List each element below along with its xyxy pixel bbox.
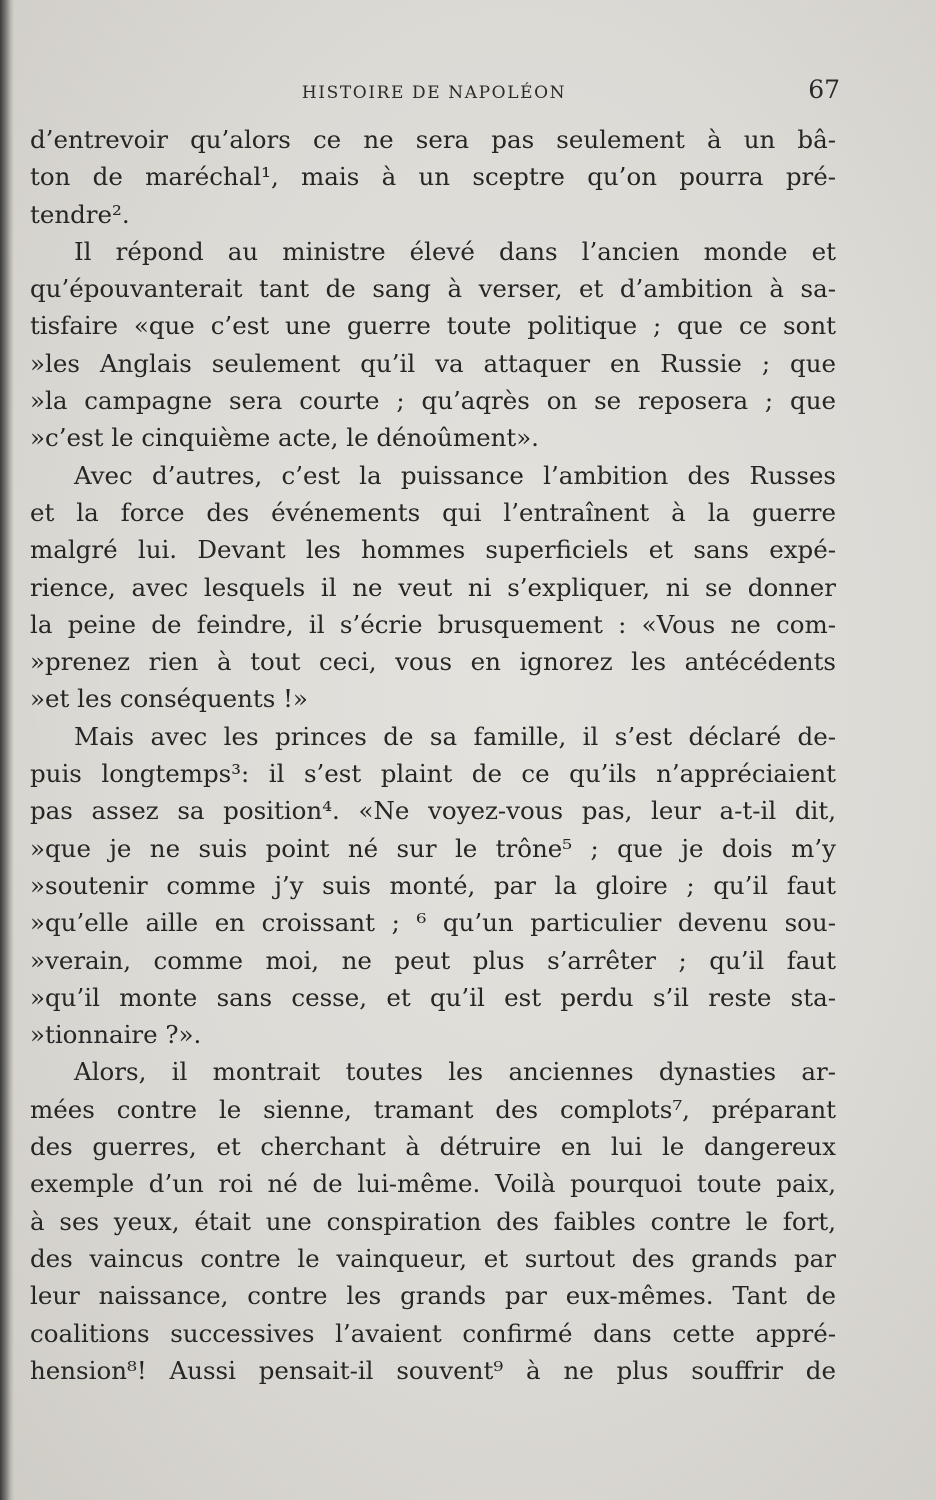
paragraph-start-line: Alors, il montrait toutes les anciennes dynasties ar- [74, 1057, 836, 1087]
text-line: coalitions successives l’avaient confirmé dans cette appré- [30, 1318, 836, 1348]
text-line: mées contre le sienne, tramant des complots⁷, préparant [30, 1094, 836, 1124]
text-line: »tionnaire ?». [30, 1020, 202, 1050]
text-line: »qu’elle aille en croissant ; ⁶ qu’un particulier devenu sou- [30, 908, 836, 938]
text-line: »les Anglais seulement qu’il va attaquer en Russie ; que [30, 348, 836, 378]
paragraph-start-line: Il répond au ministre élevé dans l’ancien monde et [74, 236, 836, 266]
text-line: ton de maréchal¹, mais à un sceptre qu’on pourra pré- [30, 162, 836, 192]
page-binding-edge [0, 0, 14, 1500]
text-line: rience, avec lesquels il ne veut ni s’expliquer, ni se donner [30, 572, 836, 602]
text-line: hension⁸! Aussi pensait-il souvent⁹ à ne plus souffrir de [30, 1355, 836, 1385]
text-line: »qu’il monte sans cesse, et qu’il est perdu s’il reste sta- [30, 982, 836, 1012]
text-line: malgré lui. Devant les hommes superficiels et sans expé- [30, 535, 836, 565]
page-header [30, 75, 838, 107]
text-line: à ses yeux, était une conspiration des faibles contre le fort, [30, 1206, 836, 1236]
page-number: 67 [808, 75, 840, 104]
text-line: tendre². [30, 199, 130, 229]
body-text [30, 121, 836, 1389]
text-line: »c’est le cinquième acte, le dénoûment». [30, 423, 539, 453]
text-line: des vaincus contre le vainqueur, et surtout des grands par [30, 1243, 836, 1273]
paragraph-start-line: Avec d’autres, c’est la puissance l’ambition des Russes [74, 460, 836, 490]
paragraph-start-line: Mais avec les princes de sa famille, il s’est déclaré de- [74, 721, 836, 751]
text-line: »soutenir comme j’y suis monté, par la gloire ; qu’il faut [30, 870, 836, 900]
text-line: »la campagne sera courte ; qu’aqrès on se reposera ; que [30, 386, 836, 416]
text-line: tisfaire «que c’est une guerre toute politique ; que ce sont [30, 311, 836, 341]
running-title: HISTOIRE DE NAPOLÉON [301, 83, 567, 103]
text-line: qu’épouvanterait tant de sang à verser, et d’ambition à sa- [30, 274, 836, 304]
text-line: »prenez rien à tout ceci, vous en ignorez les antécédents [30, 647, 836, 677]
text-line: puis longtemps³: il s’est plaint de ce qu’ils n’appréciaient [30, 759, 836, 789]
text-line: pas assez sa position⁴. «Ne voyez-vous pas, leur a-t-il dit, [30, 796, 836, 826]
text-line: »que je ne suis point né sur le trône⁵ ; que je dois m’y [30, 833, 836, 863]
text-line: des guerres, et cherchant à détruire en lui le dangereux [30, 1132, 836, 1162]
text-line: »verain, comme moi, ne peut plus s’arrêter ; qu’il faut [30, 945, 836, 975]
text-line: d’entrevoir qu’alors ce ne sera pas seulement à un bâ- [30, 125, 836, 154]
text-line: »et les conséquents !» [30, 684, 308, 714]
text-line: leur naissance, contre les grands par eux-mêmes. Tant de [30, 1281, 836, 1311]
text-line: et la force des événements qui l’entraînent à la guerre [30, 497, 836, 527]
text-line: la peine de feindre, il s’écrie brusquement : «Vous ne com- [30, 609, 836, 639]
text-line: exemple d’un roi né de lui-même. Voilà pourquoi toute paix, [30, 1169, 836, 1199]
